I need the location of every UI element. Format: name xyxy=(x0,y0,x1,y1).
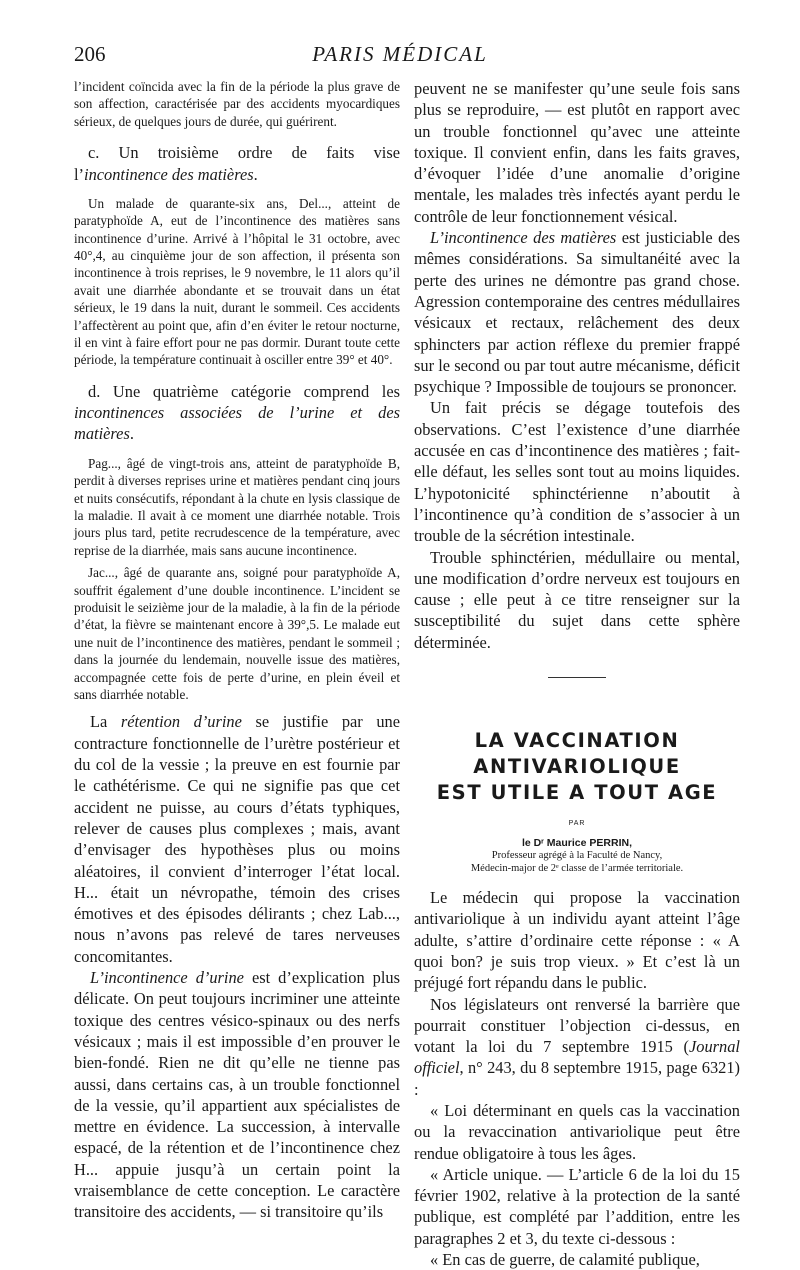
article-paragraph: « Loi déterminant en quels cas la vaccination ou la revaccination antivariolique peut être rendue obligatoire à tous les âges. xyxy=(414,1100,740,1163)
paragraph-incontinence-matieres: L’incontinence des matières est justiciable des mêmes considérations. Sa simultanéité avec la perte des urines ne démontre pas grand chose. Agression contemporaine des centres médullaires vésicaux et rectaux, relâchement des deux sphincters par action réflexe du premier frappé sur le second ou par tout autre mécanisme, déficit psychique ? Impossible de toujours se prononcer. xyxy=(414,228,740,397)
article-paragraph: « En cas de guerre, de calamité publique, xyxy=(430,1250,700,1270)
article-title-line: LA VACCINATION xyxy=(474,729,680,753)
running-title: PARIS MÉDICAL xyxy=(312,42,488,66)
page-number: 206 xyxy=(74,42,106,66)
section-d-heading: d. Une quatrième catégorie comprend les incontinences associées de l’urine et des matières. xyxy=(74,381,400,444)
article-title-line: ANTIVARIOLIQUE xyxy=(473,755,681,779)
right-column xyxy=(414,78,740,1270)
left-column xyxy=(74,78,400,1223)
paragraph-retention: La rétention d’urine se justifie par une contracture fonctionnelle de l’urètre postérieur et du col de la vessie ; la preuve en est fournie par le cathétérisme. Ce qui ne signifie pas que cet accident ne puisse, au cours d’états typhiques, relever de causes plus complexes ; mais, avant d’envisager des hypothèses plus ou moins aléatoires, il convient d’interroger l’état local. H... était un névropathe, témoin des crises émotives et des épisodes délirants ; chez Lab..., nous n’avons pas relevé de tares nerveuses concomitantes. xyxy=(74,712,400,966)
paragraph-continuation: peuvent ne se manifester qu’une seule fois sans plus se reproduire, — est plutôt en rapport avec un trouble fonctionnel qu’avec une atteinte toxique. Il convient enfin, dans les faits graves, d’évoquer l’idée d’une anomalie d’origine mentale, les malades très infectés ayant perdu le contrôle de leur fonctionnement vésical. xyxy=(414,79,740,226)
case-pag: Pag..., âgé de vingt-trois ans, atteint de paratyphoïde B, perdit à diverses reprises urine et matières pendant cinq jours et nuits consécutifs, répondant à la chute en lysis classique de la maladie. Il avait à ce moment une diarrhée notable. Trois jours plus tard, petite recrudescence de la température, avec reprise de la diarrhée, mais sans aucune incontinence. xyxy=(74,455,400,558)
article-title xyxy=(414,728,740,806)
article-body xyxy=(414,887,740,1270)
paragraph-fait-precis: Un fait précis se dégage toutefois des observations. C’est l’existence d’une diarrhée accusée en cas d’incontinence des matières ; fait-elle défaut, les selles sont tout au moins liquides. L’hypotonicité sphinctérienne n’aboutit à l’incontinence qu’à condition de s’associer à un trouble de la sécrétion intestinale. xyxy=(414,398,740,546)
case-jac: Jac..., âgé de quarante ans, soigné pour paratyphoïde A, souffrit également d’une double incontinence. L’incident se produisit le seizième jour de la maladie, à la fin de la période d’état, la fièvre se maintenant encore à 39°,5. Le malade eut une nuit de l’incontinence des matières, pendant le sommeil ; dans la journée du lendemain, nouvelle issue des matières, accompagnée cette fois de perte d’urine, en plein éveil et sans diarrhée notable. xyxy=(74,565,400,703)
author-affiliation: Professeur agrégé à la Faculté de Nancy, xyxy=(491,850,663,862)
article-paragraph: « Article unique. — L’article 6 de la loi du 15 février 1902, relative à la protection de la santé publique, est complété par l’addition, entre les paragraphes 2 et 3, du texte ci-dessous : xyxy=(414,1164,740,1248)
author-affiliation: Médecin-major de 2ᵉ classe de l’armée territoriale. xyxy=(470,863,684,875)
article-title-line: EST UTILE A TOUT AGE xyxy=(436,781,718,805)
paragraph-trouble: Trouble sphinctérien, médullaire ou mental, une modification d’ordre nerveux est toujours en cause ; elle peut à ce titre renseigner sur la susceptibilité du sujet dans cette sphère déterminée. xyxy=(414,547,740,652)
case-del: Un malade de quarante-six ans, Del..., atteint de paratyphoïde A, eut de l’incontinence des matières sans incontinence d’urine. Arrivé à l’hôpital le 31 octobre, avec 40°,4, au cinquième jour de son affection, il présenta son incontinence à trois reprises, le 9 novembre, le 11 alors qu’il avait une diarrhée abondante et se trouvait dans un état sérieux, le 19 dans la nuit, durant le sommeil. Ces accidents l’affectèrent au point que, afin d’en éviter le retour nocturne, il en vint à faire effort pour ne pas dormir. Durant toute cette période, la température continuait à osciller entre 39° et 40°. xyxy=(74,195,400,368)
paragraph-incident-end: l’incident coïncida avec la fin de la période la plus grave de son affection, caractérisée par des accidents myocardiques sérieux, de quelques jours de durée, qui guérirent. xyxy=(74,79,400,129)
author-name: le Dʳ Maurice PERRIN, xyxy=(521,837,632,850)
article-paragraph: Le médecin qui propose la vaccination antivariolique à un individu ayant atteint l’âge adulte, s’attire d’ordinaire cette réponse : « A quoi bon? je suis trop vieux. » Et c’est là un préjugé fort répandu dans le public. xyxy=(414,888,740,993)
byline-par: PAR xyxy=(568,820,586,828)
section-c-heading: c. Un troisième ordre de faits vise l’incontinence des matières. xyxy=(74,143,400,184)
article-paragraph: Nos législateurs ont renversé la barrière que pourrait constituer l’objection ci-dessus, en votant la loi du 7 septembre 1915 (Journal officiel, n° 243, du 8 septembre 1915, page 6321) : xyxy=(414,994,740,1099)
section-divider xyxy=(548,677,606,678)
paragraph-incontinence-urine: L’incontinence d’urine est d’explication plus délicate. On peut toujours incriminer une atteinte toxique des centres vésico-spinaux ou des nerfs vésicaux ; mais il est impossible d’en prouver le bien-fondé. Rien ne dit qu’elle ne tienne pas aussi, dans certains cas, à un trouble fonctionnel de la vessie, qu’il appartient aux spécialistes de mettre en évidence. La succession, à intervalle espacé, de la rétention et de l’incontinence chez H... appuie jusqu’à un certain point la vraisemblance de cette conception. Le caractère transitoire des accidents, — si transitoire qu’ils xyxy=(74,968,400,1222)
